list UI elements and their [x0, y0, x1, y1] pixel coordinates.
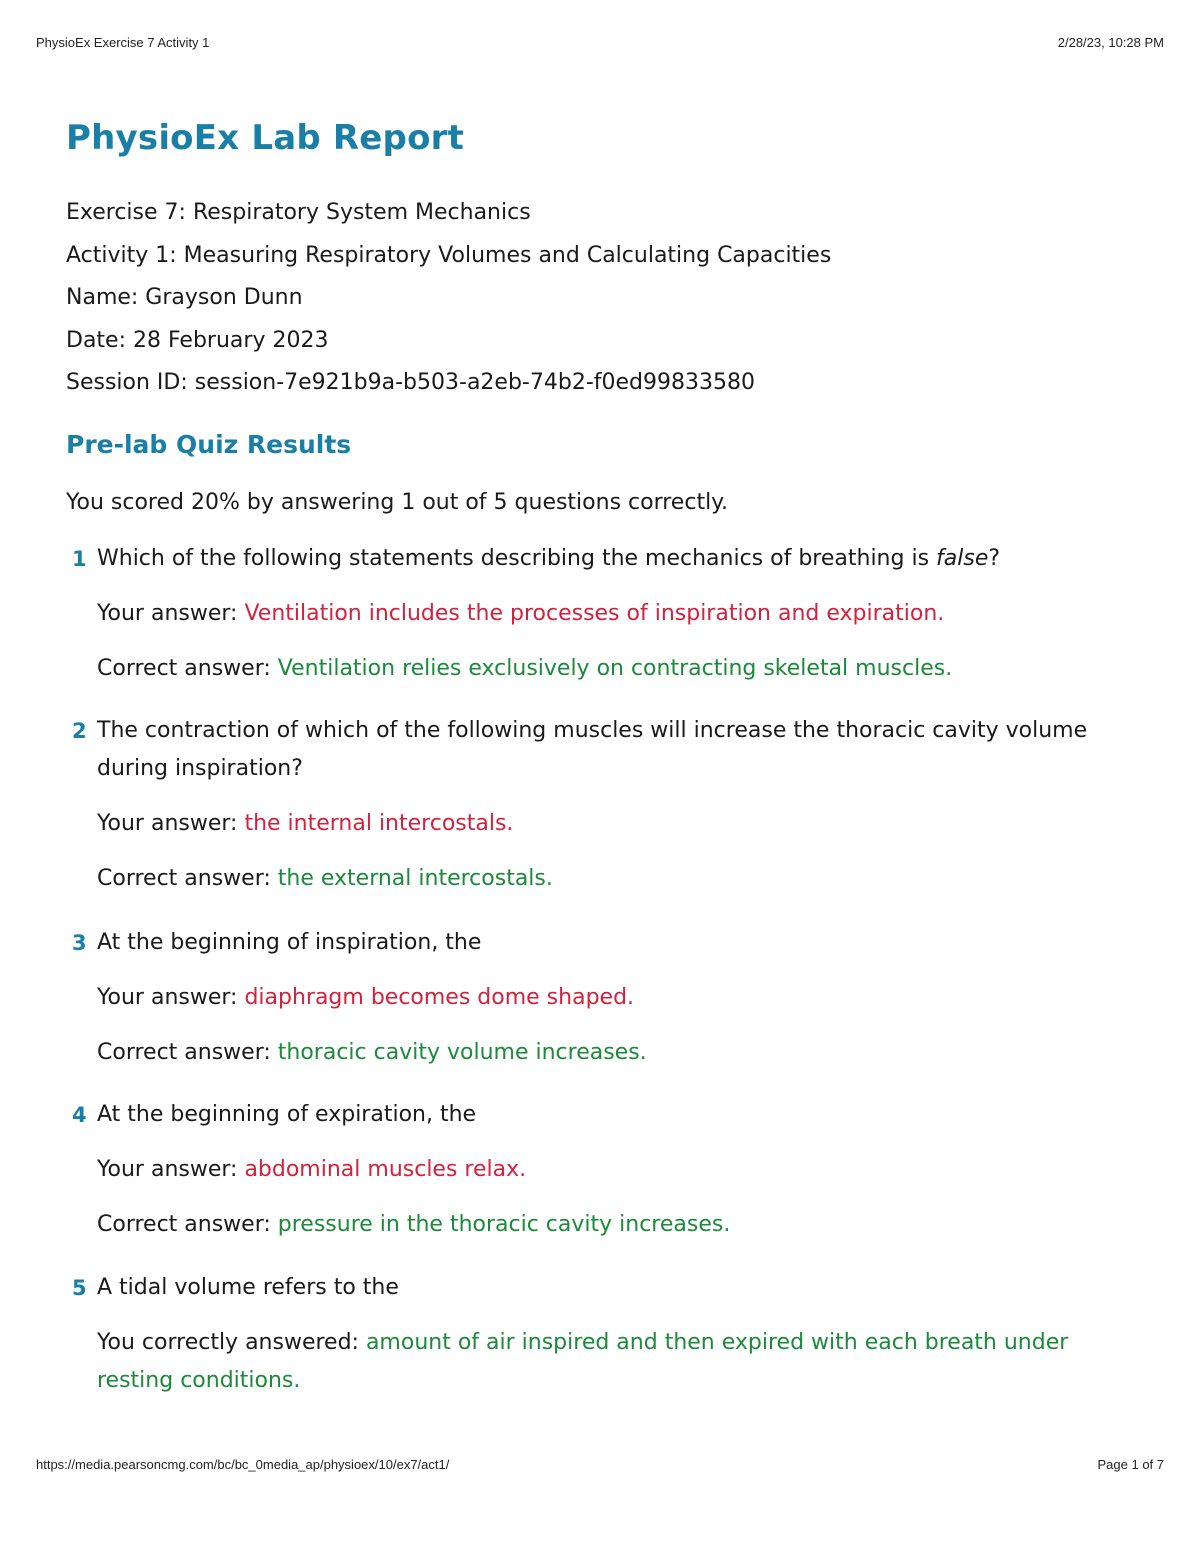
- correct-answer-value: amount of air inspired and then expired with each breath under resting conditions.: [97, 1330, 1069, 1393]
- quiz-question-1: [66, 540, 1146, 688]
- correct-answer-label: Correct answer:: [97, 866, 278, 891]
- your-answer: [97, 805, 1146, 843]
- correct-answer-label: Correct answer:: [97, 1212, 278, 1237]
- your-answer: [97, 979, 1146, 1017]
- question-text: At the beginning of inspiration, the: [97, 930, 482, 955]
- question-text: At the beginning of expiration, the: [97, 1102, 477, 1127]
- correct-answer: [97, 1324, 1146, 1400]
- your-answer-value: diaphragm becomes dome shaped.: [244, 985, 635, 1010]
- quiz-heading: Pre-lab Quiz Results: [66, 430, 352, 459]
- question-number: 3: [72, 931, 87, 955]
- report-meta: [66, 192, 1146, 405]
- your-answer-label: Your answer:: [97, 811, 245, 836]
- correct-answer-label: Correct answer:: [97, 656, 278, 681]
- activity-line: Activity 1: Measuring Respiratory Volumes and Calculating Capacities: [66, 242, 832, 268]
- your-answer-value: Ventilation includes the processes of inspiration and expiration.: [244, 601, 945, 626]
- question-text: [97, 540, 1146, 578]
- quiz-question-2: [66, 712, 1146, 898]
- report-title: PhysioEx Lab Report: [66, 118, 465, 158]
- your-answer: [97, 595, 1146, 633]
- page-number: Page 1 of 7: [1097, 1457, 1164, 1472]
- your-answer-value: the internal intercostals.: [244, 811, 514, 836]
- question-text-emphasis: false: [936, 546, 989, 571]
- correct-answer: [97, 650, 1146, 688]
- question-number: 2: [72, 719, 87, 743]
- correct-answer-value: Ventilation relies exclusively on contracting skeletal muscles.: [277, 656, 953, 681]
- correct-answer: [97, 1206, 1146, 1244]
- print-header-timestamp: 2/28/23, 10:28 PM: [1057, 35, 1164, 50]
- exercise-line: Exercise 7: Respiratory System Mechanics: [66, 200, 531, 225]
- question-text: A tidal volume refers to the: [97, 1275, 399, 1300]
- your-answer-label: Your answer:: [97, 601, 245, 626]
- print-footer: [36, 1457, 1164, 1472]
- correct-answer-label: Correct answer:: [97, 1040, 278, 1065]
- session-line: Session ID: session-7e921b9a-b503-a2eb-74b2-f0ed99833580: [66, 370, 755, 395]
- quiz-score: You scored 20% by answering 1 out of 5 questions correctly.: [66, 490, 729, 515]
- your-answer-label: Your answer:: [97, 1157, 245, 1182]
- page-url: https://media.pearsoncmg.com/bc/bc_0media_ap/physioex/10/ex7/act1/: [36, 1457, 450, 1472]
- name-line: Name: Grayson Dunn: [66, 285, 303, 310]
- correct-answer-value: pressure in the thoracic cavity increases.: [277, 1212, 731, 1237]
- print-header-title: PhysioEx Exercise 7 Activity 1: [36, 35, 210, 50]
- question-number: 1: [72, 547, 87, 571]
- quiz-question-4: [66, 1096, 1146, 1244]
- your-answer: [97, 1151, 1146, 1189]
- quiz-question-3: [66, 924, 1146, 1072]
- correct-answer: [97, 860, 1146, 898]
- question-number: 4: [72, 1103, 87, 1127]
- correct-answer: [97, 1034, 1146, 1072]
- quiz-question-5: [66, 1269, 1146, 1400]
- print-header: [36, 35, 1164, 50]
- correctly-answered-label: You correctly answered:: [97, 1330, 366, 1355]
- your-answer-value: abdominal muscles relax.: [244, 1157, 527, 1182]
- question-number: 5: [72, 1276, 87, 1300]
- correct-answer-value: thoracic cavity volume increases.: [277, 1040, 647, 1065]
- question-text-part: ?: [988, 546, 1001, 571]
- correct-answer-value: the external intercostals.: [277, 866, 553, 891]
- date-line: Date: 28 February 2023: [66, 327, 329, 353]
- your-answer-label: Your answer:: [97, 985, 245, 1010]
- question-text-part: Which of the following statements describing the mechanics of breathing is: [97, 546, 937, 571]
- question-text: The contraction of which of the following muscles will increase the thoracic cavity volume during inspiration?: [97, 718, 1088, 781]
